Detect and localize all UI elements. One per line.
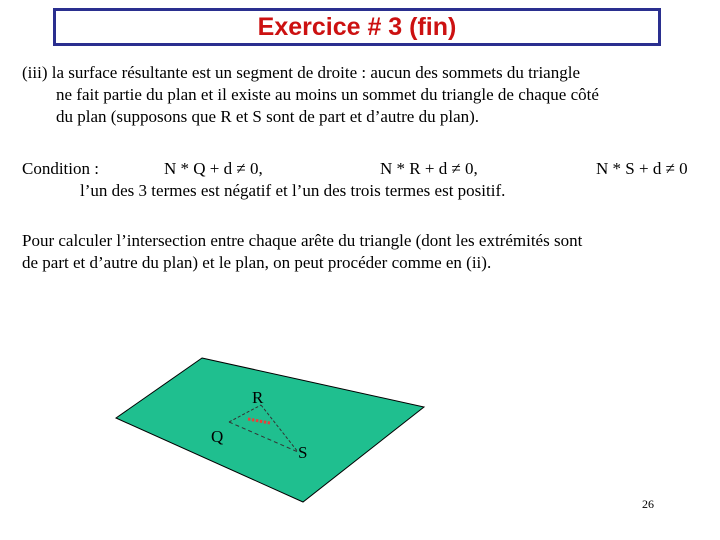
paragraph-intersection-line-1: Pour calculer l’intersection entre chaque arête du triangle (dont les extrémités sont — [22, 231, 583, 250]
condition-explanation: l’un des 3 termes est négatif et l’un des trois termes est positif. — [80, 181, 506, 200]
slide-title: Exercice # 3 (fin) — [257, 12, 457, 41]
paragraph-iii-line-3: du plan (supposons que R et S sont de part et d’autre du plan). — [56, 107, 480, 126]
condition-label: Condition : — [22, 159, 99, 178]
paragraph-iii-line-1: (iii) la surface résultante est un segment de droite : aucun des sommets du triangle — [22, 63, 580, 82]
page-number: 26 — [642, 497, 654, 511]
plane-shape — [116, 358, 424, 502]
paragraph-iii-line-2: ne fait partie du plan et il existe au moins un sommet du triangle de chaque côté — [56, 85, 599, 104]
vertex-label-s: S — [298, 443, 308, 462]
vertex-label-q: Q — [211, 427, 224, 446]
vertex-label-r: R — [252, 388, 264, 407]
condition-expr-r: N * R + d ≠ 0, — [380, 159, 478, 178]
condition-expr-s: N * S + d ≠ 0 — [596, 159, 688, 178]
paragraph-intersection-line-2: de part et d’autre du plan) et le plan, on peut procéder comme en (ii). — [22, 253, 492, 272]
condition-expr-q: N * Q + d ≠ 0, — [164, 159, 263, 178]
